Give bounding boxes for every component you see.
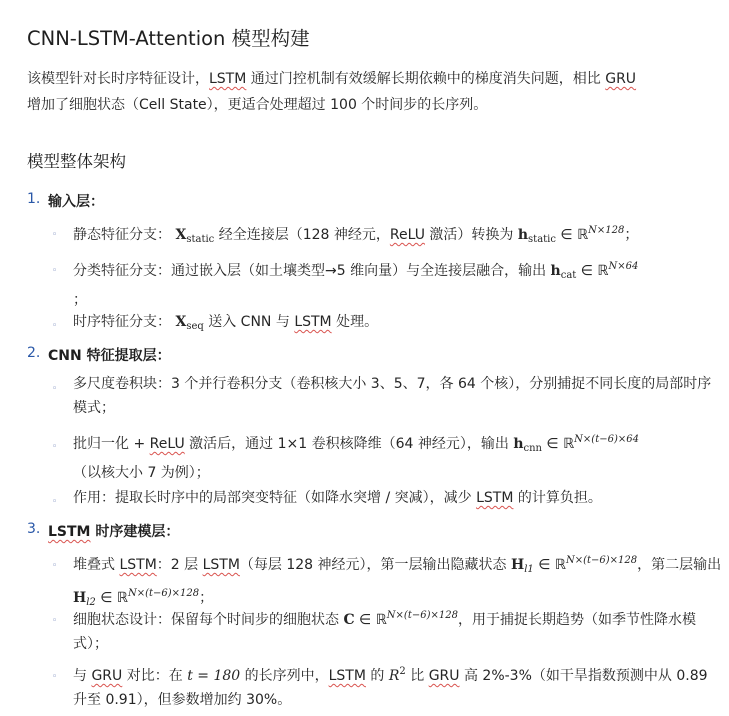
item-text: 的计算负担。	[513, 490, 602, 506]
item-label: 时序特征分支：	[73, 314, 171, 330]
section-title-lstm: LSTM	[48, 524, 91, 540]
intro-lstm: LSTM	[209, 71, 247, 87]
math-sup: N×128	[588, 225, 625, 236]
scrollbar[interactable]	[722, 60, 726, 700]
list-item: 多尺度卷积块：3 个并行卷积分支（卷积核大小 3、5、7，各 64 个核），分别捕捉不同长度的局部时序模式；	[73, 376, 712, 416]
list-item	[73, 219, 725, 252]
item-text: 的	[365, 668, 389, 684]
item-text: 高 2%-3%（如干旱指数预测中从 0.89 升至 0.91），但参数增加约 30%。	[73, 668, 708, 708]
bullet-icon: ◦	[52, 230, 58, 240]
item-lstm: LSTM	[328, 668, 366, 684]
section-number: 3.	[27, 521, 41, 537]
item-text: ；	[73, 292, 87, 308]
math-var: X	[175, 314, 187, 330]
math-set: ∈ ℝ	[576, 263, 609, 279]
item-text: ；	[199, 590, 214, 606]
math-sup: N×(t−6)×128	[565, 555, 638, 566]
item-text: 经全连接层（128 神经元，	[214, 227, 390, 243]
math-sub: static	[186, 234, 215, 245]
item-lstm: LSTM	[202, 557, 240, 573]
item-relu: ReLU	[389, 227, 425, 243]
item-relu: ReLU	[149, 436, 185, 452]
math-var: H	[511, 557, 525, 573]
item-text: ，用于捕捉长期趋势（如季节性降水模式）；	[73, 612, 696, 652]
section-title: LSTM 时序建模层：	[48, 524, 180, 540]
section-number: 1.	[27, 191, 41, 207]
math-sub: cat	[560, 270, 577, 281]
item-text: 比	[405, 668, 429, 684]
math-sub: cnn	[523, 443, 542, 454]
section-number: 2.	[27, 345, 41, 361]
intro-paragraph	[27, 66, 717, 118]
math-var: R	[388, 668, 400, 684]
item-lstm: LSTM	[294, 314, 332, 330]
item-text: 的长序列中，	[240, 668, 329, 684]
intro-text: 通过门控机制有效缓解长期依赖中的梯度消失问题，相比	[246, 71, 606, 87]
bullet-icon: ◦	[52, 672, 58, 682]
list-item	[73, 660, 725, 712]
math-var: H	[73, 590, 87, 606]
list-item	[73, 604, 725, 656]
math-set: ∈ ℝ	[533, 557, 566, 573]
section-title: CNN 特征提取层：	[48, 348, 171, 364]
list-item	[73, 428, 725, 485]
math-var: h	[517, 227, 529, 243]
item-label: 分类特征分支：	[73, 263, 171, 279]
math-sup: N×(t−6)×64	[574, 434, 639, 445]
math-var: h	[550, 263, 561, 279]
math-sub: static	[528, 234, 556, 245]
bullet-icon: ◦	[52, 561, 58, 571]
item-text: ；	[624, 227, 639, 243]
math-set: ∈ ℝ	[354, 612, 387, 628]
item-text: 激活后，通过 1×1 卷积核降维（64 神经元），输出	[184, 436, 514, 452]
bullet-icon: ◦	[52, 321, 58, 331]
item-text: 堆叠式	[73, 557, 120, 573]
math-sup: N×64	[608, 261, 639, 272]
item-text: 与	[73, 668, 92, 684]
item-text: （以核大小 7 为例）；	[73, 465, 210, 481]
math-var: X	[175, 227, 187, 243]
item-lstm: LSTM	[476, 490, 514, 506]
section-heading: 模型整体架构	[27, 152, 126, 171]
math-expr: t = 180	[187, 668, 241, 684]
bullet-icon: ◦	[52, 266, 58, 276]
math-sub: l1	[524, 564, 534, 575]
page-title: CNN-LSTM-Attention 模型构建	[27, 27, 310, 50]
item-text: 激活）转换为	[424, 227, 518, 243]
math-set: ∈ ℝ	[95, 590, 128, 606]
item-text: 对比：在	[122, 668, 188, 684]
math-set: ∈ ℝ	[555, 227, 589, 243]
math-sup: 2	[399, 666, 406, 677]
list-item	[73, 310, 725, 339]
item-gru: GRU	[91, 668, 123, 684]
item-text: 细胞状态设计：保留每个时间步的细胞状态	[73, 612, 344, 628]
item-gru: GRU	[428, 668, 460, 684]
section-title-text: 时序建模层	[90, 524, 166, 540]
item-text: ，第二层输出	[637, 557, 722, 573]
section-title-text: 输入层	[48, 194, 90, 210]
intro-text: 增加了细胞状态（Cell State），更适合处理超过 100 个时间步的长序列。	[27, 97, 488, 113]
math-var: C	[343, 612, 355, 628]
item-text: （每层 128 神经元），第一层输出隐藏状态	[239, 557, 511, 573]
intro-text: 该模型针对长时序特征设计，	[27, 71, 209, 87]
item-text: 作用：提取长时序中的局部突变特征（如降水突增 / 突减），减少	[73, 490, 477, 506]
list-item	[73, 486, 725, 510]
section-title-text: CNN 特征提取层	[48, 348, 157, 364]
item-text: 批归一化 +	[73, 436, 150, 452]
math-sub: l2	[86, 597, 96, 608]
list-item	[73, 255, 713, 312]
section-title: 输入层：	[48, 194, 104, 210]
item-text: ：2 层	[156, 557, 203, 573]
item-text: 送入 CNN 与	[203, 314, 295, 330]
item-lstm: LSTM	[119, 557, 157, 573]
math-sup: N×(t−6)×128	[127, 588, 200, 599]
bullet-icon: ◦	[52, 497, 58, 507]
bullet-icon: ◦	[52, 384, 58, 394]
intro-gru: GRU	[605, 71, 637, 87]
bullet-icon: ◦	[52, 616, 58, 626]
math-sub: seq	[186, 321, 204, 332]
item-label: 静态特征分支：	[73, 227, 171, 243]
item-text: 通过嵌入层（如土壤类型→5 维向量）与全连接层融合，输出	[171, 263, 551, 279]
math-var: h	[513, 436, 524, 452]
item-text: 处理。	[331, 314, 379, 330]
math-set: ∈ ℝ	[541, 436, 575, 452]
math-sup: N×(t−6)×128	[386, 610, 458, 621]
bullet-icon: ◦	[52, 442, 58, 452]
